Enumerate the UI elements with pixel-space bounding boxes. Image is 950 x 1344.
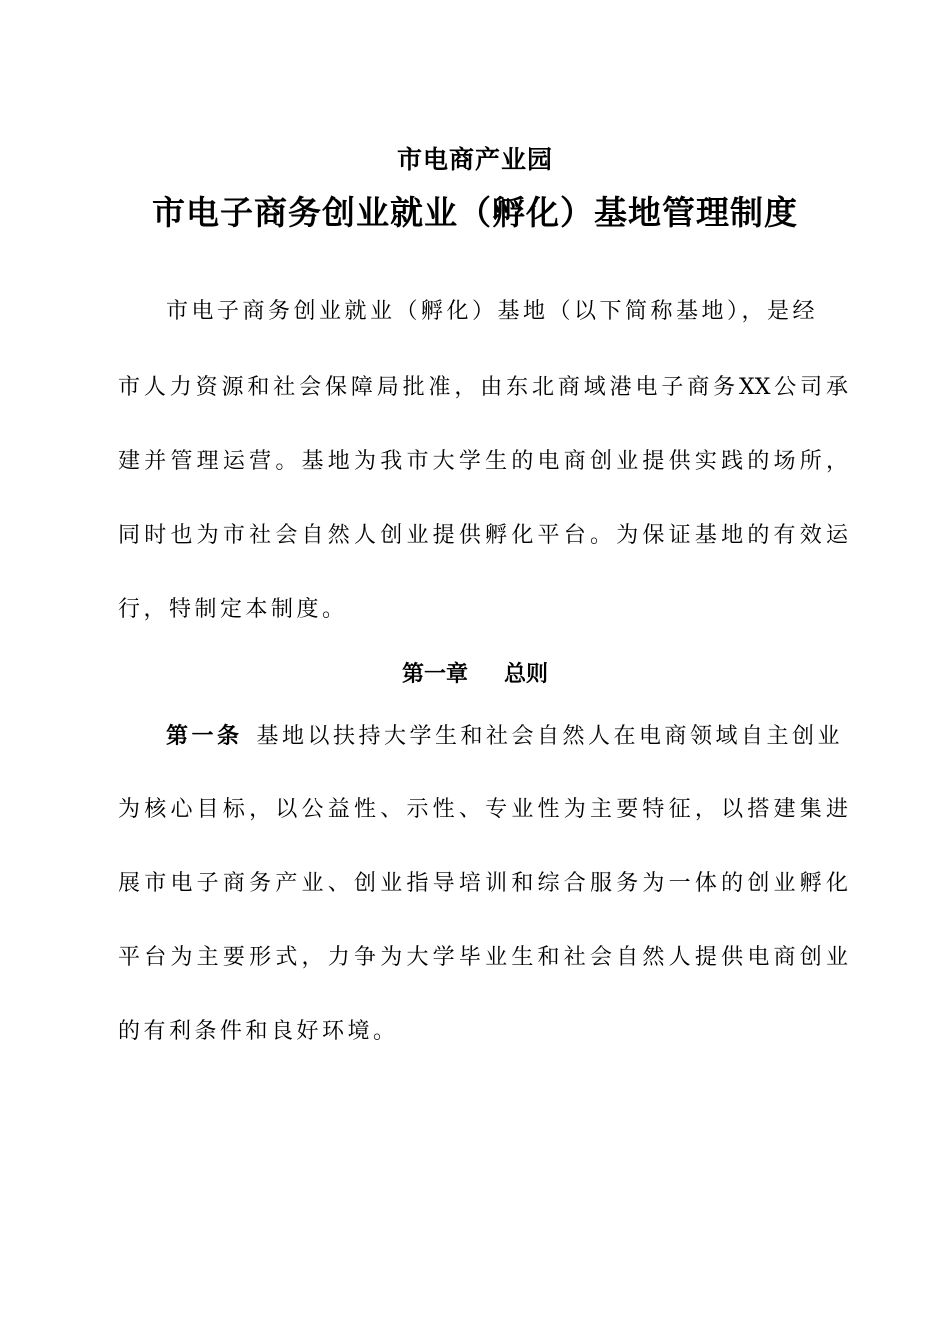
intro-line-5: 行，特制定本制度。 xyxy=(118,597,348,622)
chapter-heading xyxy=(0,658,950,690)
intro-line-1: 市电子商务创业就业（孵化）基地（以下简称基地），是经 xyxy=(166,299,819,324)
intro-line-2: 市人力资源和社会保障局批准，由东北商域港电子商务XX公司承 xyxy=(118,375,848,400)
article-1-line-2: 为核心目标，以公益性、示性、专业性为主要特征，以搭建集进 xyxy=(118,797,848,822)
article-1-line-3: 展市电子商务产业、创业指导培训和综合服务为一体的创业孵化 xyxy=(118,871,848,896)
document-subtitle: 市电商产业园 xyxy=(396,145,553,174)
document-title: 市电子商务创业就业（孵化）基地管理制度 xyxy=(152,193,798,232)
chapter-number: 第一章 xyxy=(401,661,468,687)
article-1-first-line xyxy=(166,720,848,753)
article-1-line-5: 的有利条件和良好环境。 xyxy=(118,1019,399,1044)
article-1-heading: 第一条 xyxy=(166,723,243,749)
intro-line-3: 建并管理运营。基地为我市大学生的电商创业提供实践的场所， xyxy=(118,449,848,474)
chapter-name: 总则 xyxy=(504,661,549,687)
article-1-first-line-text: 基地以扶持大学生和社会自然人在电商领域自主创业 xyxy=(256,724,844,749)
article-1-line-4: 平台为主要形式，力争为大学毕业生和社会自然人提供电商创业 xyxy=(118,945,848,970)
intro-line-4: 同时也为市社会自然人创业提供孵化平台。为保证基地的有效运 xyxy=(118,523,848,548)
